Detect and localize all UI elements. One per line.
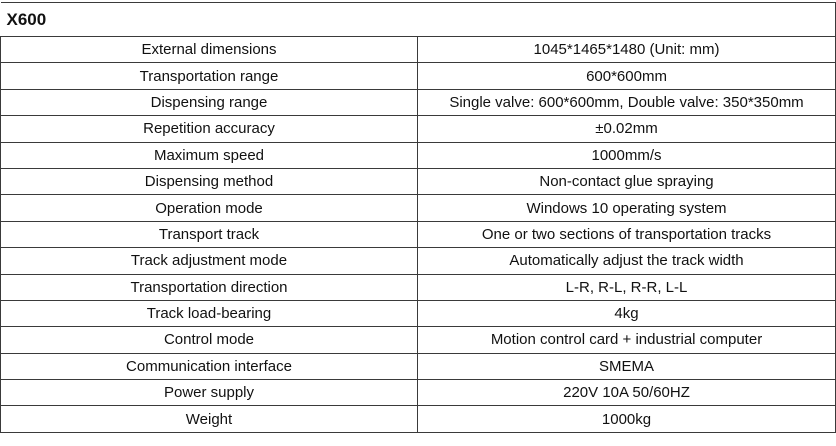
- table-row: [1, 37, 836, 63]
- row-label: Communication interface: [1, 353, 418, 379]
- title-row: [1, 3, 836, 37]
- row-label: Transport track: [1, 221, 418, 247]
- row-value: Automatically adjust the track width: [418, 248, 836, 274]
- row-value: Windows 10 operating system: [418, 195, 836, 221]
- row-label: Weight: [1, 406, 418, 432]
- table-row: [1, 168, 836, 194]
- row-value: SMEMA: [418, 353, 836, 379]
- row-value: One or two sections of transportation tracks: [418, 221, 836, 247]
- table-row: [1, 63, 836, 89]
- table-row: [1, 353, 836, 379]
- row-value: 1000kg: [418, 406, 836, 432]
- row-value: L-R, R-L, R-R, L-L: [418, 274, 836, 300]
- spec-table: [0, 2, 836, 433]
- row-label: Track load-bearing: [1, 300, 418, 326]
- table-row: [1, 116, 836, 142]
- table-row: [1, 221, 836, 247]
- row-value: Non-contact glue spraying: [418, 168, 836, 194]
- row-label: Maximum speed: [1, 142, 418, 168]
- table-row: [1, 380, 836, 406]
- row-label: Operation mode: [1, 195, 418, 221]
- row-label: Power supply: [1, 380, 418, 406]
- table-row: [1, 300, 836, 326]
- row-label: Track adjustment mode: [1, 248, 418, 274]
- row-value: 1045*1465*1480 (Unit: mm): [418, 37, 836, 63]
- table-row: [1, 327, 836, 353]
- row-value: 1000mm/s: [418, 142, 836, 168]
- spec-table-body: [1, 3, 836, 433]
- row-value: ±0.02mm: [418, 116, 836, 142]
- row-label: Dispensing range: [1, 89, 418, 115]
- row-value: 4kg: [418, 300, 836, 326]
- row-value: Single valve: 600*600mm, Double valve: 350*350mm: [418, 89, 836, 115]
- row-label: Dispensing method: [1, 168, 418, 194]
- row-label: Transportation range: [1, 63, 418, 89]
- row-label: External dimensions: [1, 37, 418, 63]
- table-title: X600: [1, 3, 836, 37]
- row-label: Control mode: [1, 327, 418, 353]
- table-row: [1, 248, 836, 274]
- table-row: [1, 274, 836, 300]
- row-label: Transportation direction: [1, 274, 418, 300]
- row-value: Motion control card + industrial computer: [418, 327, 836, 353]
- table-row: [1, 195, 836, 221]
- table-row: [1, 142, 836, 168]
- row-value: 600*600mm: [418, 63, 836, 89]
- row-value: 220V 10A 50/60HZ: [418, 380, 836, 406]
- row-label: Repetition accuracy: [1, 116, 418, 142]
- table-row: [1, 89, 836, 115]
- table-row: [1, 406, 836, 432]
